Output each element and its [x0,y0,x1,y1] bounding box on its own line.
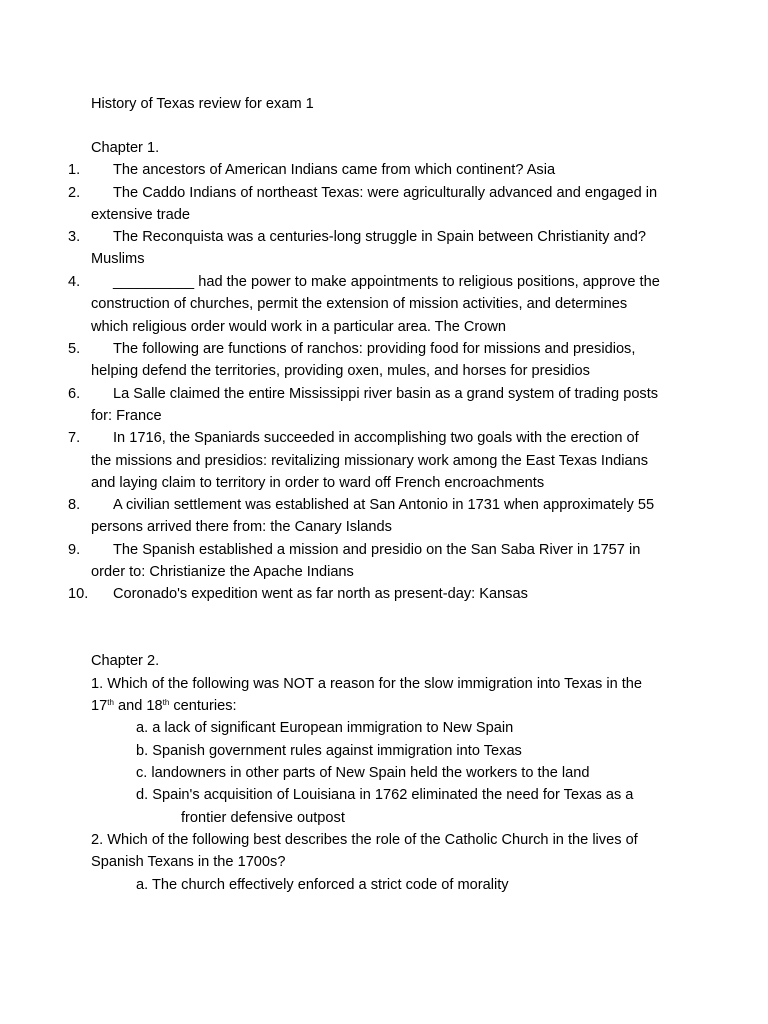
item-text: The Caddo Indians of northeast Texas: were agriculturally advanced and engaged in [113,185,658,201]
item-text-continued: and laying claim to territory in order to ward off French encroachments [91,475,545,491]
chapter-1-heading: Chapter 1. [91,140,160,156]
item-number: 4. [68,274,81,290]
item-number: 2. [68,185,81,201]
item-text: The Reconquista was a centuries-long struggle in Spain between Christianity and? [113,229,646,245]
item-text: The ancestors of American Indians came from which continent? Asia [113,162,556,178]
item-text-continued: which religious order would work in a particular area. The Crown [91,319,507,335]
answer-option-continued: frontier defensive outpost [181,810,345,826]
item-number: 6. [68,386,81,402]
item-text-continued: construction of churches, permit the extension of mission activities, and determines [91,296,628,312]
answer-option: a. a lack of significant European immigration to New Spain [136,720,514,736]
item-text: In 1716, the Spaniards succeeded in accomplishing two goals with the erection of [113,430,639,446]
document-title: History of Texas review for exam 1 [91,96,314,112]
item-text: La Salle claimed the entire Mississippi river basin as a grand system of trading posts [113,386,659,402]
item-text-continued: order to: Christianize the Apache Indians [91,564,354,580]
item-text-continued: extensive trade [91,207,190,223]
item-text-continued: persons arrived there from: the Canary Islands [91,519,392,535]
question-1-text-continued: 17th and 18th centuries: [91,698,237,714]
item-text-continued: Muslims [91,251,145,267]
item-text: A civilian settlement was established at San Antonio in 1731 when approximately 55 [113,497,655,513]
item-number: 1. [68,162,81,178]
item-number: 5. [68,341,81,357]
question-1-text: 1. Which of the following was NOT a reason for the slow immigration into Texas in the [91,676,643,692]
item-text-continued: helping defend the territories, providing oxen, mules, and horses for presidios [91,363,590,379]
question-2-text-continued: Spanish Texans in the 1700s? [91,854,286,870]
item-text: __________ had the power to make appointments to religious positions, approve the [113,274,660,290]
item-number: 9. [68,542,81,558]
question-2-text: 2. Which of the following best describes the role of the Catholic Church in the lives of [91,832,638,848]
item-number: 3. [68,229,81,245]
answer-option: d. Spain's acquisition of Louisiana in 1762 eliminated the need for Texas as a [136,787,634,803]
item-text-continued: for: France [91,408,162,424]
answer-option: b. Spanish government rules against immigration into Texas [136,743,522,759]
item-text: Coronado's expedition went as far north as present-day: Kansas [113,586,528,602]
item-text-continued: the missions and presidios: revitalizing missionary work among the East Texas Indians [91,453,648,469]
answer-option: c. landowners in other parts of New Spain held the workers to the land [136,765,590,781]
answer-option: a. The church effectively enforced a strict code of morality [136,877,509,893]
item-number: 8. [68,497,81,513]
item-number: 7. [68,430,81,446]
item-number: 10. [68,586,89,602]
chapter-2-heading: Chapter 2. [91,653,160,669]
item-text: The Spanish established a mission and presidio on the San Saba River in 1757 in [113,542,641,558]
item-text: The following are functions of ranchos: providing food for missions and presidios, [113,341,636,357]
